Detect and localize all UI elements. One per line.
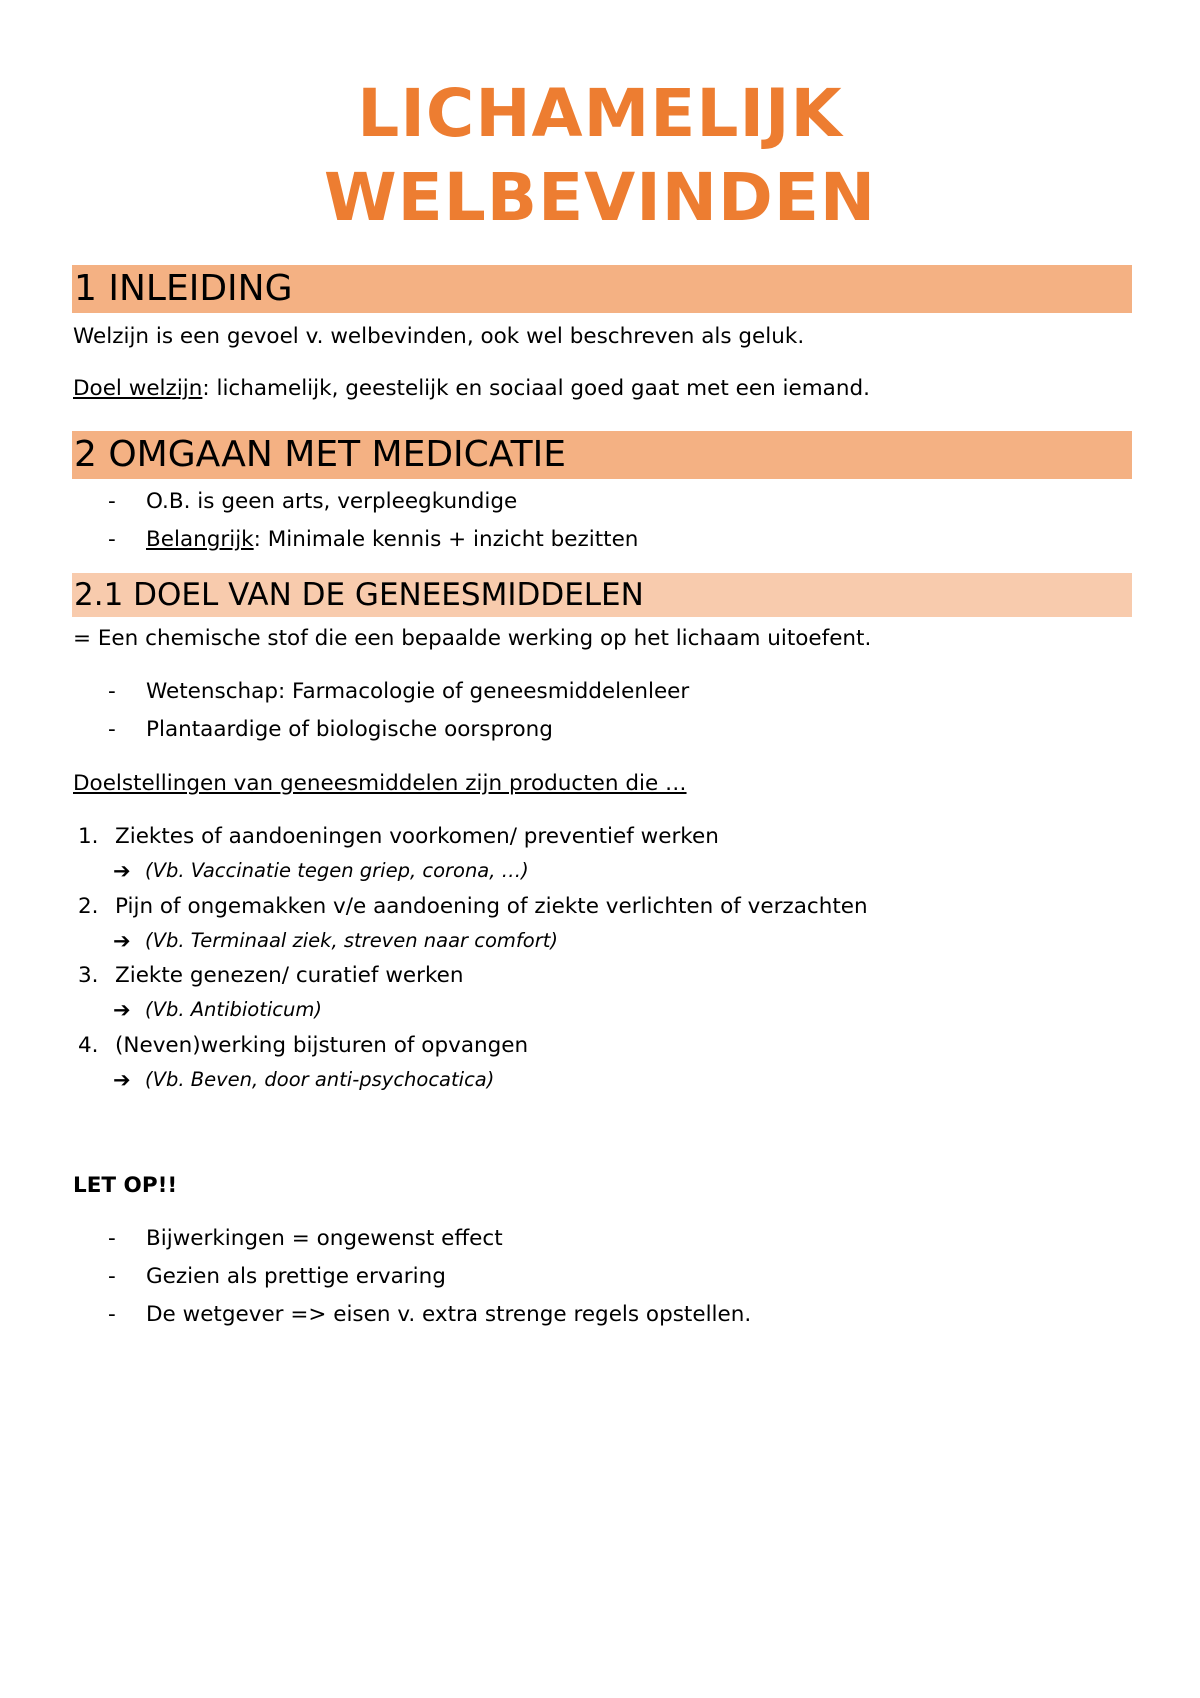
belangrijk-text: : Minimale kennis + inzicht bezitten — [253, 527, 639, 552]
title-line-1: LICHAMELIJK — [357, 75, 843, 152]
list-item — [146, 525, 638, 555]
goal-text: Ziekte genezen/ curatief werken — [115, 963, 464, 988]
list-item: Bijwerkingen = ongewenst effect — [146, 1226, 503, 1251]
goal-text: Ziektes of aandoeningen voorkomen/ preventief werken — [115, 824, 719, 849]
goal-example: (Vb. Beven, door anti-psychocatica) — [145, 1068, 495, 1091]
bullet-dash: - — [108, 489, 116, 514]
list-item: De wetgever => eisen v. extra strenge regels opstellen. — [146, 1302, 752, 1327]
goal-number: 4. — [78, 1033, 99, 1058]
bullet-dash: - — [108, 1264, 116, 1289]
list-item: Plantaardige of biologische oorsprong — [146, 717, 553, 742]
list-item: Gezien als prettige ervaring — [146, 1264, 446, 1289]
arrow-right-icon: ➔ — [113, 929, 131, 953]
arrow-right-icon: ➔ — [113, 1068, 131, 1092]
goal-number: 1. — [78, 824, 99, 849]
title-line-2: WELBEVINDEN — [323, 159, 877, 236]
let-op-heading: LET OP!! — [73, 1173, 178, 1198]
heading-inleiding: 1 INLEIDING — [74, 268, 293, 309]
goals-heading: Doelstellingen van geneesmiddelen zijn producten die … — [73, 771, 687, 796]
doel-welzijn-label: Doel welzijn — [73, 376, 203, 401]
belangrijk-label: Belangrijk — [146, 527, 254, 552]
heading-omgaan-met-medicatie: 2 OMGAAN MET MEDICATIE — [74, 434, 566, 475]
goal-number: 3. — [78, 963, 99, 988]
arrow-right-icon: ➔ — [113, 998, 131, 1022]
bullet-dash: - — [108, 717, 116, 742]
goal-example: (Vb. Vaccinatie tegen griep, corona, …) — [145, 859, 529, 882]
document-title — [0, 72, 1200, 240]
paragraph-definition: = Een chemische stof die een bepaalde werking op het lichaam uitoefent. — [73, 626, 872, 651]
goal-text: Pijn of ongemakken v/e aandoening of ziekte verlichten of verzachten — [115, 894, 868, 919]
goal-example: (Vb. Terminaal ziek, streven naar comfort) — [145, 929, 558, 952]
goal-text: (Neven)werking bijsturen of opvangen — [115, 1033, 529, 1058]
goal-example: (Vb. Antibioticum) — [145, 998, 322, 1021]
bullet-dash: - — [108, 1302, 116, 1327]
paragraph-doel-welzijn — [73, 374, 870, 404]
paragraph-welzijn: Welzijn is een gevoel v. welbevinden, ook wel beschreven als geluk. — [73, 324, 805, 349]
bullet-dash: - — [108, 1226, 116, 1251]
arrow-right-icon: ➔ — [113, 859, 131, 883]
list-item: Wetenschap: Farmacologie of geneesmiddelenleer — [146, 679, 690, 704]
bullet-dash: - — [108, 679, 116, 704]
goal-number: 2. — [78, 894, 99, 919]
list-item: O.B. is geen arts, verpleegkundige — [146, 489, 518, 514]
doel-welzijn-text: : lichamelijk, geestelijk en sociaal goed gaat met een iemand. — [202, 376, 870, 401]
bullet-dash: - — [108, 527, 116, 552]
heading-doel-van-de-geneesmiddelen: 2.1 DOEL VAN DE GENEESMIDDELEN — [74, 577, 644, 613]
